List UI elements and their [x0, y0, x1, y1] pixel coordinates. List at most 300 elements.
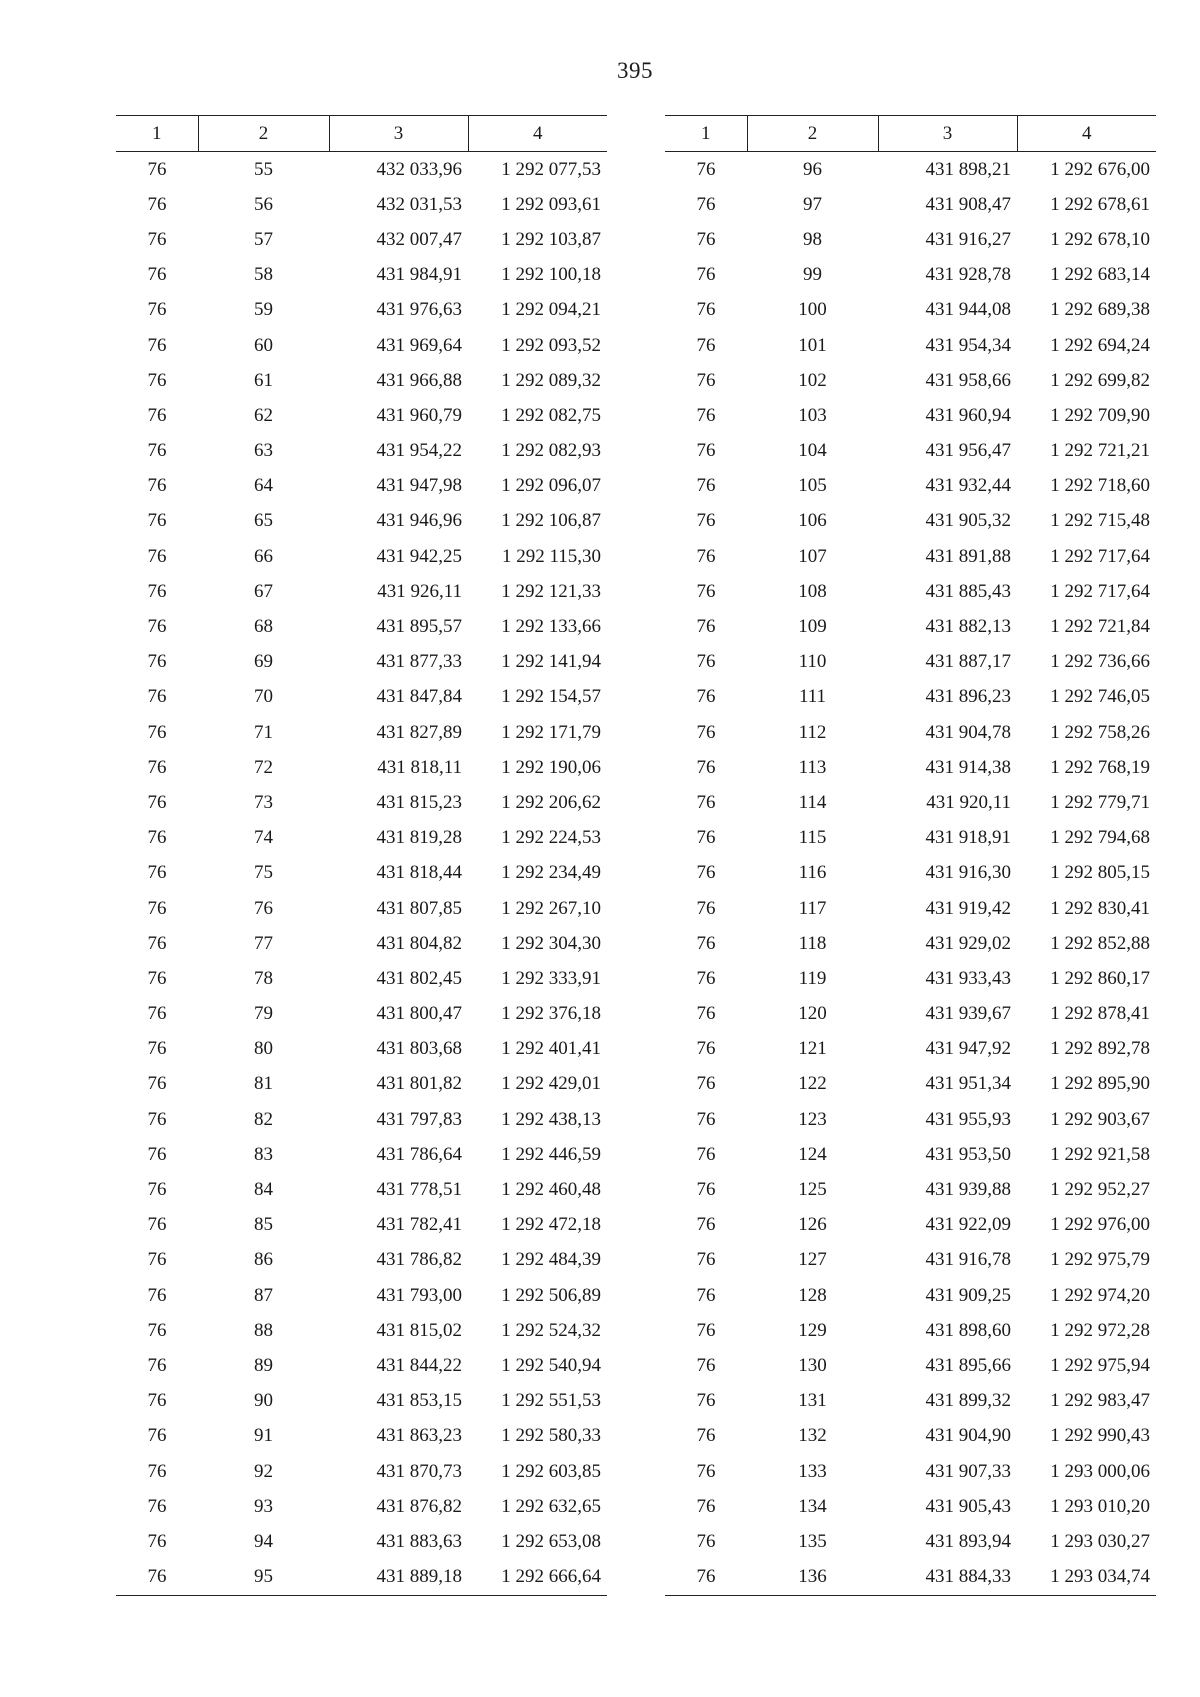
table-cell-col1: 76 — [147, 1143, 167, 1165]
table-cell-col3: 431 786,82 — [376, 1249, 462, 1271]
coordinates-table-right — [665, 115, 1156, 1596]
table-cell-col1: 76 — [696, 580, 716, 602]
table-cell-col1: 76 — [147, 1073, 167, 1095]
table-cell-col1: 76 — [696, 299, 716, 321]
table-cell-col1: 76 — [147, 827, 167, 849]
table-cell-col3: 431 960,79 — [376, 404, 462, 426]
table-cell-col3: 432 031,53 — [376, 193, 462, 215]
table-row — [665, 398, 1156, 433]
table-cell-col4: 1 292 484,39 — [501, 1249, 601, 1271]
table-cell-col1: 76 — [147, 580, 167, 602]
table-cell-col4: 1 292 103,87 — [501, 228, 601, 250]
table-cell-col3: 431 904,78 — [925, 721, 1011, 743]
table-cell-col2: 91 — [254, 1425, 273, 1447]
table-cell-col1: 76 — [147, 1460, 167, 1482]
table-cell-col3: 431 800,47 — [376, 1003, 462, 1025]
table-cell-col1: 76 — [696, 1284, 716, 1306]
table-cell-col4: 1 292 683,14 — [1050, 264, 1150, 286]
table-cell-col2: 120 — [798, 1003, 827, 1025]
table-body-right — [665, 152, 1156, 1596]
table-cell-col2: 72 — [254, 756, 273, 778]
table-cell-col4: 1 292 805,15 — [1050, 862, 1150, 884]
table-row — [116, 1454, 607, 1489]
table-cell-col2: 81 — [254, 1073, 273, 1095]
table-cell-col1: 76 — [696, 1460, 716, 1482]
table-cell-col1: 76 — [696, 721, 716, 743]
table-cell-col3: 431 969,64 — [376, 334, 462, 356]
table-row — [665, 187, 1156, 222]
table-cell-col3: 431 802,45 — [376, 967, 462, 989]
table-cell-col4: 1 292 952,27 — [1050, 1179, 1150, 1201]
table-row — [116, 1067, 607, 1102]
table-row — [116, 1313, 607, 1348]
table-cell-col4: 1 293 000,06 — [1050, 1460, 1150, 1482]
table-cell-col4: 1 292 082,93 — [501, 440, 601, 462]
table-cell-col1: 76 — [147, 1003, 167, 1025]
table-cell-col3: 431 895,66 — [925, 1354, 1011, 1376]
table-cell-col2: 121 — [798, 1038, 827, 1060]
table-cell-col2: 80 — [254, 1038, 273, 1060]
column-header-2: 2 — [747, 116, 878, 152]
table-cell-col4: 1 292 267,10 — [501, 897, 601, 919]
table-cell-col4: 1 292 089,32 — [501, 369, 601, 391]
table-row — [665, 293, 1156, 328]
table-cell-col3: 431 804,82 — [376, 932, 462, 954]
table-row — [116, 363, 607, 398]
table-cell-col3: 431 939,88 — [925, 1179, 1011, 1201]
table-cell-col4: 1 292 653,08 — [501, 1530, 601, 1552]
table-cell-col3: 431 958,66 — [925, 369, 1011, 391]
table-row — [665, 574, 1156, 609]
table-cell-col1: 76 — [147, 1425, 167, 1447]
table-cell-col2: 83 — [254, 1143, 273, 1165]
table-cell-col2: 129 — [798, 1319, 827, 1341]
table-row — [116, 645, 607, 680]
table-cell-col1: 76 — [147, 651, 167, 673]
table-row — [116, 1419, 607, 1454]
table-cell-col1: 76 — [696, 193, 716, 215]
table-cell-col3: 431 916,27 — [925, 228, 1011, 250]
table-cell-col4: 1 292 094,21 — [501, 299, 601, 321]
table-cell-col3: 431 819,28 — [376, 827, 462, 849]
table-row — [116, 1102, 607, 1137]
table-row — [665, 856, 1156, 891]
table-cell-col1: 76 — [696, 756, 716, 778]
table-row — [665, 750, 1156, 785]
table-cell-col2: 99 — [803, 264, 822, 286]
table-cell-col4: 1 292 171,79 — [501, 721, 601, 743]
table-cell-col2: 88 — [254, 1319, 273, 1341]
column-header-4: 4 — [1017, 116, 1156, 152]
table-row — [665, 715, 1156, 750]
table-cell-col2: 106 — [798, 510, 827, 532]
table-cell-col3: 431 907,33 — [925, 1460, 1011, 1482]
table-cell-col2: 107 — [798, 545, 827, 567]
table-cell-col4: 1 292 460,48 — [501, 1179, 601, 1201]
table-cell-col3: 431 827,89 — [376, 721, 462, 743]
table-cell-col2: 67 — [254, 580, 273, 602]
table-cell-col2: 123 — [798, 1108, 827, 1130]
table-cell-col4: 1 292 333,91 — [501, 967, 601, 989]
column-header-3: 3 — [878, 116, 1017, 152]
coordinates-table-left — [116, 115, 607, 1596]
table-row — [665, 504, 1156, 539]
table-cell-col1: 76 — [696, 404, 716, 426]
table-cell-col1: 76 — [696, 1354, 716, 1376]
table-cell-col1: 76 — [696, 1390, 716, 1412]
table-cell-col3: 431 916,78 — [925, 1249, 1011, 1271]
table-cell-col4: 1 292 304,30 — [501, 932, 601, 954]
table-cell-col3: 431 898,21 — [925, 158, 1011, 180]
table-cell-col2: 113 — [798, 756, 827, 778]
table-cell-col4: 1 292 524,32 — [501, 1319, 601, 1341]
table-cell-col2: 115 — [798, 827, 827, 849]
table-cell-col1: 76 — [116, 1560, 198, 1596]
table-cell-col4: 1 292 976,00 — [1050, 1214, 1150, 1236]
table-cell-col1: 76 — [696, 1530, 716, 1552]
table-cell-col2: 103 — [798, 404, 827, 426]
table-cell-col1: 76 — [147, 1319, 167, 1341]
table-cell-col3: 431 944,08 — [925, 299, 1011, 321]
table-row — [665, 1102, 1156, 1137]
table-row — [116, 293, 607, 328]
table-cell-col3: 431 891,88 — [925, 545, 1011, 567]
table-row — [116, 961, 607, 996]
table-cell-col3: 431 960,94 — [925, 404, 1011, 426]
table-row — [665, 1419, 1156, 1454]
table-cell-col4: 1 292 376,18 — [501, 1003, 601, 1025]
table-cell-col3: 431 909,25 — [925, 1284, 1011, 1306]
table-cell-col1: 76 — [147, 510, 167, 532]
table-cell-col4: 1 292 141,94 — [501, 651, 601, 673]
table-cell-col2: 119 — [798, 967, 827, 989]
table-cell-col1: 76 — [147, 1495, 167, 1517]
table-row — [665, 539, 1156, 574]
table-cell-col1: 76 — [147, 721, 167, 743]
table-row — [116, 434, 607, 469]
table-cell-col2: 62 — [254, 404, 273, 426]
table-cell-col3: 431 883,63 — [376, 1530, 462, 1552]
table-cell-col4: 1 292 895,90 — [1050, 1073, 1150, 1095]
table-row — [665, 1313, 1156, 1348]
table-cell-col3: 431 984,91 — [376, 264, 462, 286]
table-row — [116, 891, 607, 926]
table-cell-col3: 431 877,33 — [376, 651, 462, 673]
table-row — [665, 1384, 1156, 1419]
table-cell-col4: 1 292 133,66 — [501, 616, 601, 638]
table-cell-col4: 1 293 030,27 — [1050, 1530, 1150, 1552]
table-cell-col3: 431 853,15 — [376, 1390, 462, 1412]
table-row — [665, 1489, 1156, 1524]
table-cell-col1: 76 — [696, 1003, 716, 1025]
table-cell-col2: 118 — [798, 932, 827, 954]
table-cell-col2: 96 — [803, 158, 822, 180]
table-cell-col3: 431 905,43 — [925, 1495, 1011, 1517]
table-cell-col1: 76 — [696, 791, 716, 813]
table-cell-col2: 127 — [798, 1249, 827, 1271]
table-row — [665, 961, 1156, 996]
table-cell-col3: 432 007,47 — [376, 228, 462, 250]
table-cell-col3: 431 922,09 — [925, 1214, 1011, 1236]
table-row — [665, 785, 1156, 820]
table-cell-col4: 1 292 721,84 — [1050, 616, 1150, 638]
table-row — [116, 715, 607, 750]
table-cell-col1: 76 — [147, 1179, 167, 1201]
table-cell-col1: 76 — [665, 1560, 747, 1596]
table-row — [665, 258, 1156, 293]
table-cell-col1: 76 — [696, 1073, 716, 1095]
table-row — [665, 1524, 1156, 1559]
table-cell-col2: 104 — [798, 440, 827, 462]
table-cell-col2: 131 — [798, 1390, 827, 1412]
table-cell-col4: 1 292 077,53 — [501, 158, 601, 180]
table-row — [665, 152, 1156, 188]
table-cell-col3: 431 782,41 — [376, 1214, 462, 1236]
table-cell-col4: 1 292 746,05 — [1050, 686, 1150, 708]
table-cell-col3: 431 803,68 — [376, 1038, 462, 1060]
table-cell-col4: 1 292 106,87 — [501, 510, 601, 532]
table-row — [665, 609, 1156, 644]
table-cell-col3: 431 954,34 — [925, 334, 1011, 356]
table-cell-col3: 431 916,30 — [925, 862, 1011, 884]
column-header-1: 1 — [665, 116, 747, 152]
table-row — [665, 680, 1156, 715]
table-cell-col1: 76 — [696, 1425, 716, 1447]
table-cell-col3: 431 863,23 — [376, 1425, 462, 1447]
table-row — [665, 645, 1156, 680]
table-row — [116, 539, 607, 574]
table-cell-col2: 71 — [254, 721, 273, 743]
table-cell-col3: 431 932,44 — [925, 475, 1011, 497]
table-cell-col4: 1 292 676,00 — [1050, 158, 1150, 180]
table-cell-col2: 122 — [798, 1073, 827, 1095]
table-cell-col3: 431 920,11 — [926, 791, 1011, 813]
table-cell-col2: 68 — [254, 616, 273, 638]
table-row — [665, 1243, 1156, 1278]
table-cell-col2: 89 — [254, 1354, 273, 1376]
table-cell-col4: 1 292 096,07 — [501, 475, 601, 497]
table-cell-col3: 431 889,18 — [329, 1560, 468, 1596]
table-cell-col2: 114 — [798, 791, 827, 813]
table-cell-col2: 66 — [254, 545, 273, 567]
table-cell-col2: 136 — [747, 1560, 878, 1596]
table-cell-col1: 76 — [696, 1143, 716, 1165]
table-cell-col3: 431 929,02 — [925, 932, 1011, 954]
table-cell-col2: 134 — [798, 1495, 827, 1517]
table-cell-col2: 93 — [254, 1495, 273, 1517]
table-cell-col4: 1 292 115,30 — [501, 545, 601, 567]
table-cell-col1: 76 — [696, 967, 716, 989]
table-cell-col1: 76 — [147, 756, 167, 778]
table-row — [116, 574, 607, 609]
column-header-1: 1 — [116, 116, 198, 152]
table-row — [116, 222, 607, 257]
table-cell-col3: 431 895,57 — [376, 616, 462, 638]
table-cell-col4: 1 292 580,33 — [501, 1425, 601, 1447]
table-cell-col2: 102 — [798, 369, 827, 391]
table-cell-col1: 76 — [696, 686, 716, 708]
table-row — [116, 750, 607, 785]
table-cell-col1: 76 — [147, 967, 167, 989]
table-cell-col3: 431 896,23 — [925, 686, 1011, 708]
table-cell-col4: 1 292 506,89 — [501, 1284, 601, 1306]
table-cell-col3: 431 918,91 — [925, 827, 1011, 849]
table-cell-col3: 431 815,23 — [376, 791, 462, 813]
table-cell-col2: 100 — [798, 299, 827, 321]
table-cell-col4: 1 292 429,01 — [501, 1073, 601, 1095]
table-cell-col1: 76 — [696, 897, 716, 919]
table-cell-col1: 76 — [696, 1319, 716, 1341]
table-row — [665, 363, 1156, 398]
table-cell-col4: 1 292 709,90 — [1050, 404, 1150, 426]
table-cell-col3: 431 870,73 — [376, 1460, 462, 1482]
table-cell-col3: 431 914,38 — [925, 756, 1011, 778]
table-cell-col2: 105 — [798, 475, 827, 497]
table-cell-col1: 76 — [696, 1249, 716, 1271]
table-cell-col3: 431 947,98 — [376, 475, 462, 497]
table-row — [665, 434, 1156, 469]
table-cell-col2: 128 — [798, 1284, 827, 1306]
table-cell-col4: 1 292 975,79 — [1050, 1249, 1150, 1271]
table-cell-col1: 76 — [696, 369, 716, 391]
table-cell-col3: 431 898,60 — [925, 1319, 1011, 1341]
table-cell-col2: 112 — [798, 721, 827, 743]
table-cell-col3: 431 844,22 — [376, 1354, 462, 1376]
table-cell-col2: 87 — [254, 1284, 273, 1306]
table-row — [665, 328, 1156, 363]
table-cell-col4: 1 292 694,24 — [1050, 334, 1150, 356]
table-cell-col4: 1 292 234,49 — [501, 862, 601, 884]
table-cell-col1: 76 — [147, 932, 167, 954]
table-cell-col2: 56 — [254, 193, 273, 215]
table-row — [665, 1137, 1156, 1172]
table-cell-col4: 1 292 678,61 — [1050, 193, 1150, 215]
table-cell-col4: 1 292 830,41 — [1050, 897, 1150, 919]
table-cell-col2: 135 — [798, 1530, 827, 1552]
table-cell-col4: 1 292 768,19 — [1050, 756, 1150, 778]
table-cell-col4: 1 292 972,28 — [1050, 1319, 1150, 1341]
table-cell-col3: 431 954,22 — [376, 440, 462, 462]
column-header-2: 2 — [198, 116, 329, 152]
table-cell-col4: 1 292 717,64 — [1050, 545, 1150, 567]
table-cell-col2: 124 — [798, 1143, 827, 1165]
table-cell-col1: 76 — [696, 158, 716, 180]
table-cell-col1: 76 — [696, 616, 716, 638]
table-cell-col1: 76 — [147, 404, 167, 426]
table-cell-col4: 1 292 666,64 — [468, 1560, 607, 1596]
table-cell-col1: 76 — [696, 651, 716, 673]
table-cell-col4: 1 292 401,41 — [501, 1038, 601, 1060]
table-cell-col4: 1 292 878,41 — [1050, 1003, 1150, 1025]
table-cell-col2: 79 — [254, 1003, 273, 1025]
table-header-row — [665, 116, 1156, 152]
table-cell-col2: 98 — [803, 228, 822, 250]
table-row — [116, 1278, 607, 1313]
table-cell-col3: 431 933,43 — [925, 967, 1011, 989]
table-cell-col2: 109 — [798, 616, 827, 638]
table-cell-col4: 1 292 206,62 — [501, 791, 601, 813]
table-row — [116, 1384, 607, 1419]
table-row — [116, 926, 607, 961]
table-header-row — [116, 116, 607, 152]
table-cell-col3: 431 939,67 — [925, 1003, 1011, 1025]
table-row — [116, 469, 607, 504]
table-cell-col1: 76 — [147, 1108, 167, 1130]
table-row — [665, 1560, 1156, 1596]
table-cell-col2: 95 — [198, 1560, 329, 1596]
column-header-3: 3 — [329, 116, 468, 152]
table-row — [665, 222, 1156, 257]
table-row — [116, 504, 607, 539]
table-cell-col3: 431 818,44 — [376, 862, 462, 884]
column-header-4: 4 — [468, 116, 607, 152]
table-cell-col2: 117 — [798, 897, 827, 919]
table-row — [116, 1489, 607, 1524]
table-row — [665, 1278, 1156, 1313]
table-cell-col4: 1 292 974,20 — [1050, 1284, 1150, 1306]
table-row — [116, 785, 607, 820]
table-cell-col4: 1 292 121,33 — [501, 580, 601, 602]
table-cell-col1: 76 — [696, 1214, 716, 1236]
table-row — [665, 1348, 1156, 1383]
table-row — [116, 680, 607, 715]
table-row — [116, 1137, 607, 1172]
table-cell-col4: 1 292 975,94 — [1050, 1354, 1150, 1376]
table-cell-col1: 76 — [147, 369, 167, 391]
table-row — [665, 1208, 1156, 1243]
table-cell-col3: 431 955,93 — [925, 1108, 1011, 1130]
table-cell-col1: 76 — [147, 1214, 167, 1236]
table-cell-col2: 77 — [254, 932, 273, 954]
table-cell-col3: 431 797,83 — [376, 1108, 462, 1130]
table-cell-col1: 76 — [147, 897, 167, 919]
table-row — [116, 997, 607, 1032]
table-row — [665, 469, 1156, 504]
page-number: 395 — [617, 58, 653, 83]
table-cell-col4: 1 292 852,88 — [1050, 932, 1150, 954]
table-cell-col4: 1 293 034,74 — [1017, 1560, 1156, 1596]
table-cell-col3: 431 884,33 — [878, 1560, 1017, 1596]
table-cell-col4: 1 292 551,53 — [501, 1390, 601, 1412]
table-cell-col4: 1 292 736,66 — [1050, 651, 1150, 673]
table-cell-col4: 1 292 093,61 — [501, 193, 601, 215]
table-cell-col1: 76 — [147, 862, 167, 884]
table-cell-col2: 76 — [254, 897, 273, 919]
table-cell-col1: 76 — [696, 862, 716, 884]
table-cell-col2: 133 — [798, 1460, 827, 1482]
table-row — [116, 1243, 607, 1278]
table-cell-col4: 1 292 699,82 — [1050, 369, 1150, 391]
table-cell-col3: 431 956,47 — [925, 440, 1011, 462]
table-cell-col3: 432 033,96 — [376, 158, 462, 180]
table-row — [116, 1172, 607, 1207]
table-cell-col4: 1 292 224,53 — [501, 827, 601, 849]
table-cell-col4: 1 292 446,59 — [501, 1143, 601, 1165]
table-row — [116, 856, 607, 891]
table-cell-col3: 431 807,85 — [376, 897, 462, 919]
table-cell-col3: 431 899,32 — [925, 1390, 1011, 1412]
table-cell-col3: 431 801,82 — [376, 1073, 462, 1095]
table-cell-col1: 76 — [696, 1038, 716, 1060]
table-cell-col4: 1 292 779,71 — [1050, 791, 1150, 813]
table-cell-col1: 76 — [696, 334, 716, 356]
table-cell-col3: 431 876,82 — [376, 1495, 462, 1517]
table-cell-col2: 111 — [798, 686, 827, 708]
table-cell-col2: 74 — [254, 827, 273, 849]
table-cell-col1: 76 — [696, 475, 716, 497]
table-cell-col4: 1 292 603,85 — [501, 1460, 601, 1482]
table-cell-col1: 76 — [696, 1108, 716, 1130]
